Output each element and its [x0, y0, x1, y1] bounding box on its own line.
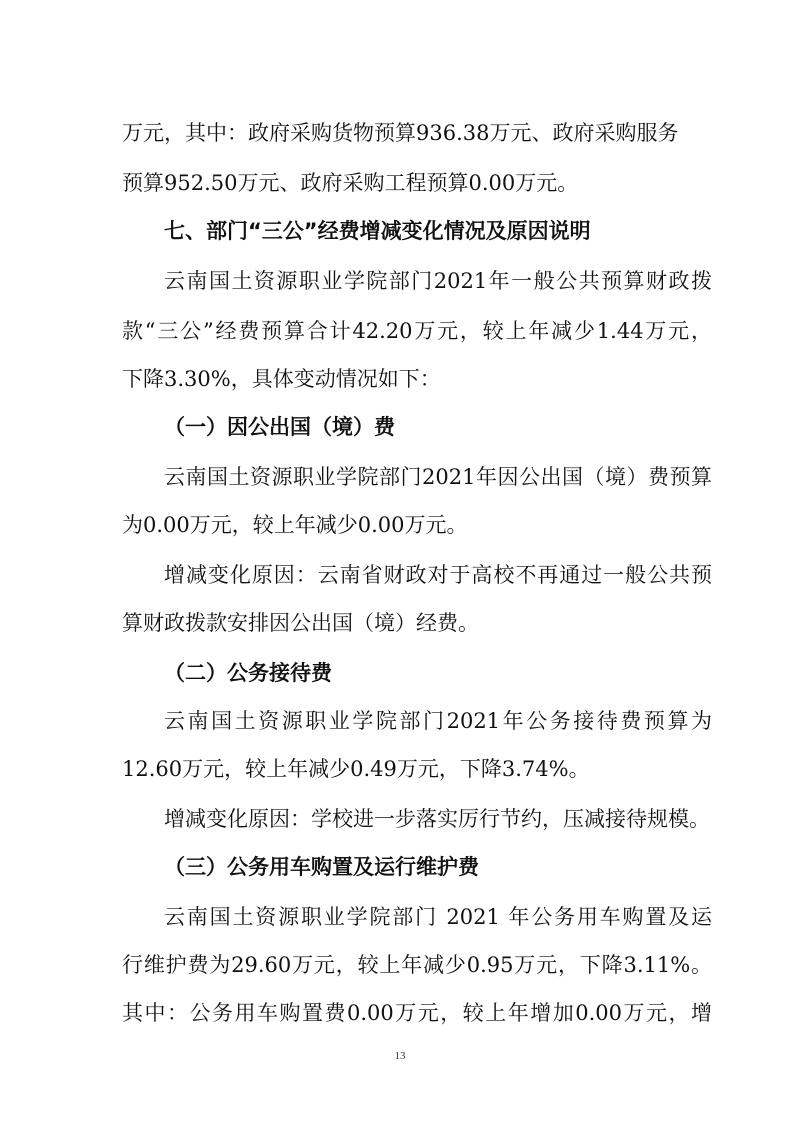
body-text-line: 预算952.50万元、政府采购工程预算0.00万元。: [122, 171, 579, 195]
subsection-heading: （一）因公出国（境）费: [164, 415, 395, 439]
body-text-line: 万元，其中：政府采购货物预算936.38万元、政府采购服务: [122, 121, 679, 145]
body-text-line: 云南国土资源职业学院部门 2021 年公务用车购置及运: [164, 905, 712, 929]
body-text-line: 12.60万元，较上年减少0.49万元，下降3.74%。: [122, 757, 590, 781]
page-number: 13: [394, 1050, 406, 1062]
body-text-line: 为0.00万元，较上年减少0.00万元。: [122, 513, 468, 537]
subsection-heading: （三）公务用车购置及运行维护费: [164, 855, 479, 879]
section-heading: 七、部门“三公”经费增减变化情况及原因说明: [164, 219, 591, 243]
body-text-line: 其中：公务用车购置费0.00万元，较上年增加0.00万元，增: [122, 1001, 712, 1025]
body-text-line: 款“三公”经费预算合计42.20万元，较上年减少1.44万元，: [122, 319, 712, 343]
body-text-line: 下降3.30%，具体变动情况如下：: [122, 367, 441, 391]
body-text-line: 云南国土资源职业学院部门2021年公务接待费预算为: [164, 709, 712, 733]
subsection-heading: （二）公务接待费: [164, 661, 332, 685]
body-text-line: 算财政拨款安排因公出国（境）经费。: [122, 611, 479, 635]
body-text-line: 增减变化原因：云南省财政对于高校不再通过一般公共预: [164, 563, 712, 587]
body-text-line: 行维护费为29.60万元，较上年减少0.95万元，下降3.11%。: [122, 953, 712, 977]
body-text-line: 云南国土资源职业学院部门2021年一般公共预算财政拨: [164, 269, 712, 293]
body-text-line: 增减变化原因：学校进一步落实厉行节约，压减接待规模。: [164, 807, 710, 831]
body-text-line: 云南国土资源职业学院部门2021年因公出国（境）费预算: [164, 465, 712, 489]
